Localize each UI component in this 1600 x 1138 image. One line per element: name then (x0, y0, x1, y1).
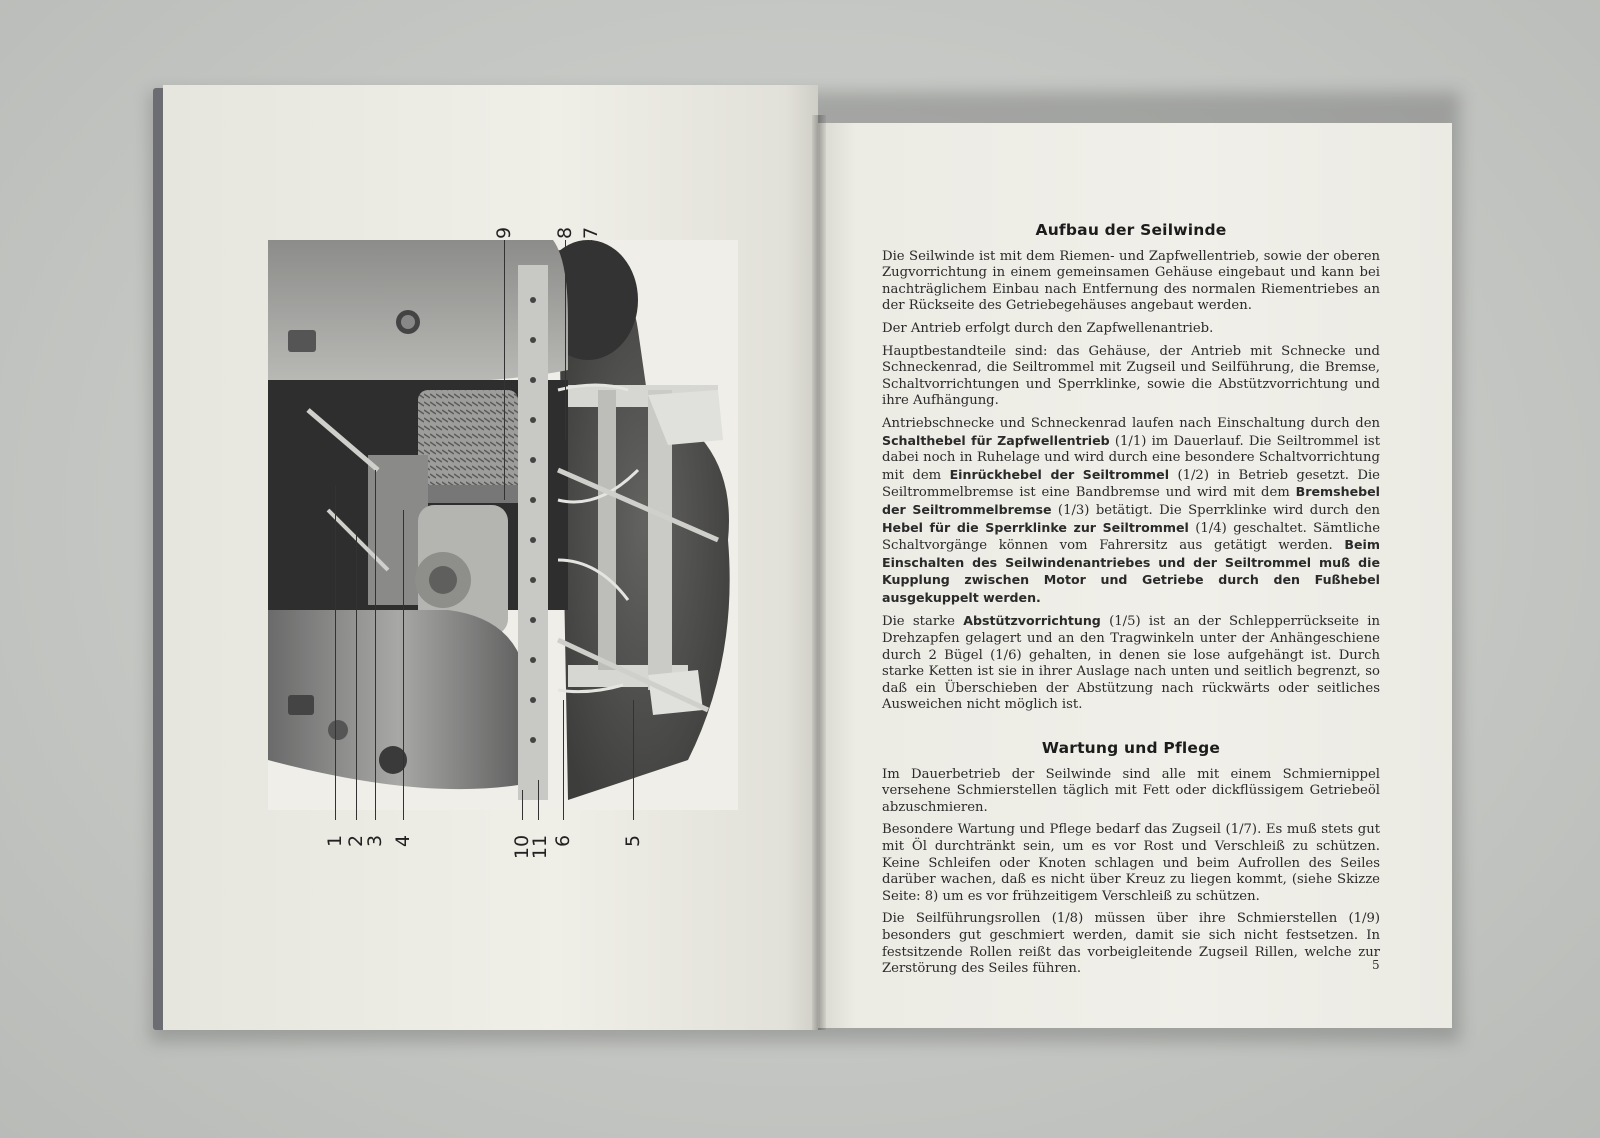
callout-2: 2 (345, 834, 367, 848)
p4-bold-1: Schalthebel für Zapfwellentrieb (882, 432, 1110, 448)
callout-9: 9 (493, 226, 515, 240)
callout-10: 10 (511, 834, 533, 860)
winch-photo (268, 240, 738, 810)
leader-line-10 (522, 790, 523, 820)
p4-bold-3: Bremshebel der Seiltrommelbremse (882, 484, 1380, 517)
leader-line-9 (504, 240, 505, 500)
p4-bold-2: Einrückhebel der Seiltrommel (949, 466, 1170, 482)
page-number: 5 (1372, 958, 1380, 972)
paragraph-8: Die Seilführungsrollen (1/8) müssen über ihre Schmierstellen (1/9) besonders gut geschmiert werden, damit sie sich nicht festsetzen. In festsitzende Rollen reißt das vorbeigleitende Zugseil Rillen, welche zur Zerstörung des Seiles führen. (882, 911, 1380, 977)
heading-aufbau: Aufbau der Seilwinde (1035, 221, 1227, 239)
paragraph-3: Hauptbestandteile sind: das Gehäuse, der Antrieb mit Schnecke und Schneckenrad, die Seiltrommel mit Zugseil und Seilführung, die Bremse, Schaltvorrichtungen und Sperrklinke, sowie die Abstützvorrichtung und ihre Aufhängung. (882, 343, 1380, 409)
p4-text-4: (1/3) betätigt. Die Sperrklinke wird durch den (1051, 502, 1381, 518)
leader-line-7 (591, 240, 592, 350)
leader-line-6 (563, 700, 564, 820)
callout-6: 6 (552, 834, 574, 848)
paragraph-7: Besondere Wartung und Pflege bedarf das Zugseil (1/7). Es muß stets gut mit Öl durchtränkt sein, um es vor Rost und Verschleiß zu schützen. Keine Schleifen oder Knoten schlagen und beim Aufrollen des Seiles darüber wachen, daß es nicht über Kreuz zu liegen kommt, (siehe Skizze Seite: 8) um es vor frühzeitigem Verschleiß zu schützen. (882, 822, 1380, 904)
p5-bold-1: Abstützvorrichtung (963, 613, 1101, 629)
p4-text-5: (1/4) geschaltet. Sämtliche Schaltvorgänge können vom Fahrersitz aus getätigt werden. (882, 520, 1380, 554)
p4-text-2: (1/1) im Dauerlauf. Die Seiltrommel ist dabei noch in Ruhelage und wird durch eine besondere Schaltvorrichtung mit dem (882, 433, 1380, 483)
callout-8: 8 (554, 226, 576, 240)
callout-3: 3 (364, 834, 386, 848)
leader-line-11 (538, 780, 539, 820)
paragraph-4 (882, 416, 1380, 608)
p4-text-3: (1/2) in Betrieb gesetzt. Die Seiltrommelbremse ist eine Bandbremse und wird mit dem (882, 467, 1380, 501)
p5-text-2: (1/5) ist an der Schlepperrückseite in Drehzapfen gelagert und an den Tragwinkeln unter der Anhängeschiene durch 2 Bügel (1/6) gehalten, in denen sie lose aufgehängt ist. Durch starke Ketten ist sie in ihrer Auslage nach unten und seitlich begrenzt, so daß ein Überschieben der Abstützung nach rückwärts oder seitliches Ausweichen nicht möglich ist. (882, 614, 1380, 713)
leader-line-1 (335, 485, 336, 820)
leader-line-8 (565, 240, 566, 440)
callout-1: 1 (324, 834, 346, 848)
paragraph-2: Der Antrieb erfolgt durch den Zapfwellenantrieb. (882, 320, 1214, 336)
callout-5: 5 (622, 834, 644, 848)
right-page-text (882, 222, 1380, 984)
leader-line-5 (633, 700, 634, 820)
paragraph-6: Im Dauerbetrieb der Seilwinde sind alle mit einem Schmiernippel versehene Schmierstellen täglich mit Fett oder dickflüssigem Getriebeöl abzuschmieren. (882, 766, 1380, 815)
book-gutter (812, 115, 826, 1030)
heading-wartung: Wartung und Pflege (1041, 739, 1221, 758)
winch-mechanism-photo-icon (268, 240, 738, 810)
leader-line-3 (375, 470, 376, 820)
p4-bold-5: Beim Einschalten des Seilwindenantriebes und der Seiltrommel muß die Kupplung zwischen Motor und Getriebe durch den Fußhebel ausgekuppelt werden. (882, 537, 1380, 605)
p4-text-1: Antriebschnecke und Schneckenrad laufen nach Einschaltung durch den (882, 415, 1380, 431)
leader-line-2 (356, 530, 357, 820)
callout-7: 7 (580, 226, 602, 240)
callout-4: 4 (392, 834, 414, 848)
p5-text-1: Die starke (882, 614, 964, 630)
p4-bold-4: Hebel für die Sperrklinke zur Seiltrommel (882, 519, 1189, 535)
leader-line-4 (403, 510, 404, 820)
paragraph-5 (882, 613, 1380, 714)
paragraph-1: Die Seilwinde ist mit dem Riemen- und Zapfwellentrieb, sowie der oberen Zugvorrichtung in einem gemeinsamen Gehäuse eingebaut und kann bei nachträglichem Einbau nach Entfernung des normalen Riementriebes an der Rückseite des Getriebegehäuses angebaut werden. (882, 248, 1380, 314)
callout-11: 11 (529, 834, 551, 860)
